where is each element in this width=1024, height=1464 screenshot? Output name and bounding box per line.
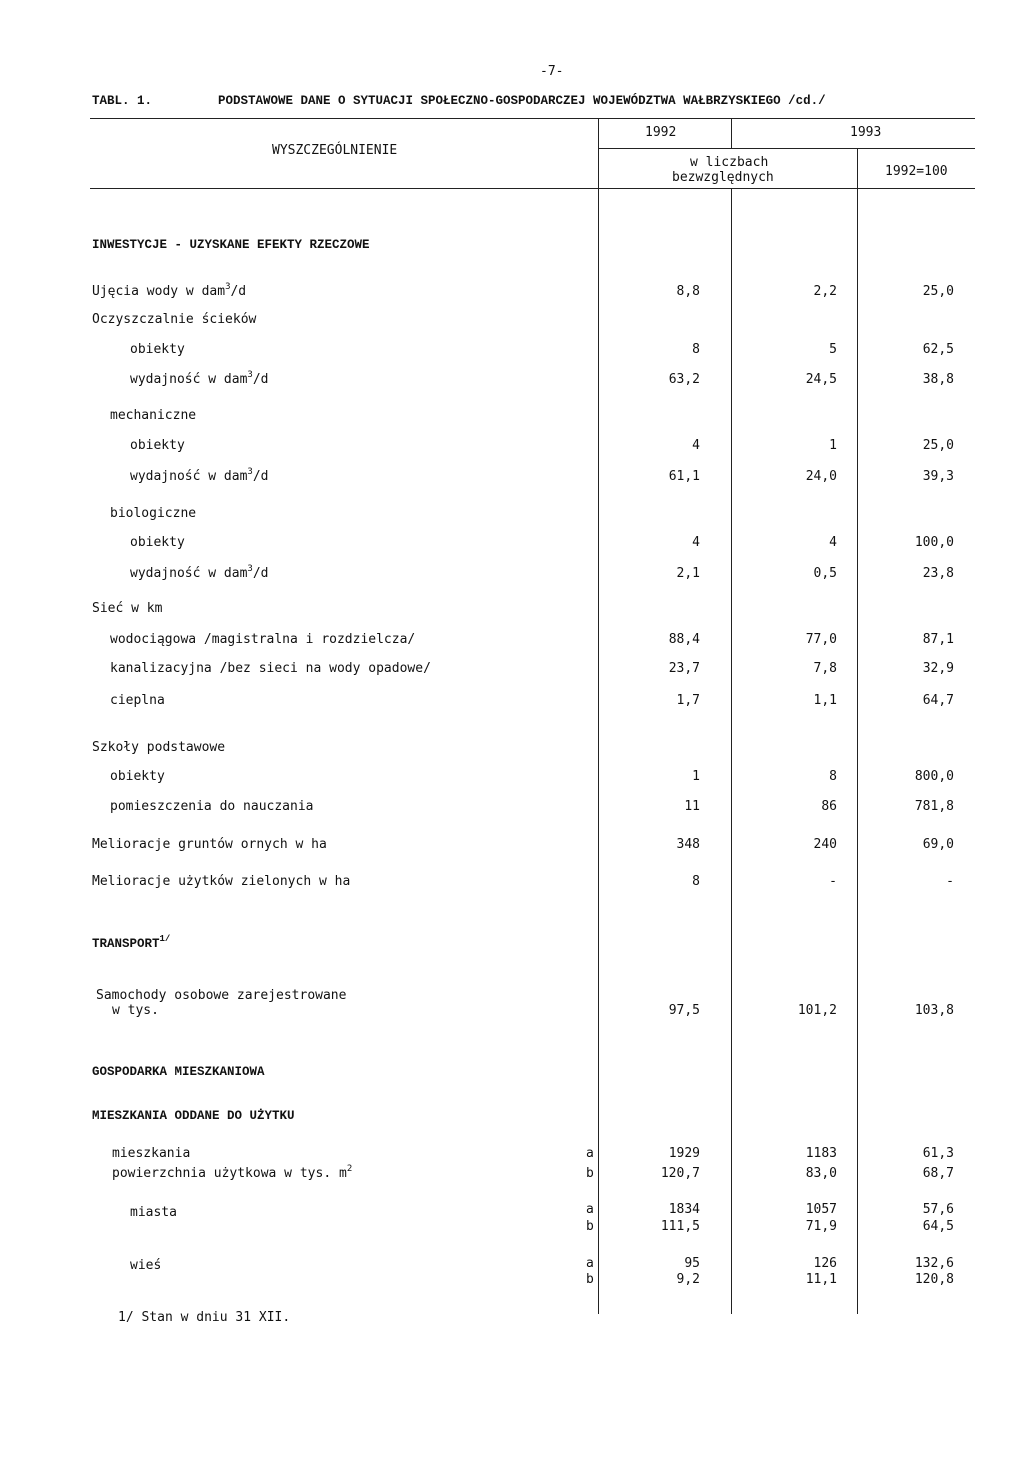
cell: 38,8 bbox=[922, 372, 954, 387]
label-kanalizacyjna: kanalizacyjna /bez sieci na wody opadowe/ bbox=[110, 661, 431, 676]
cell: 39,3 bbox=[922, 469, 954, 484]
cell: 23,8 bbox=[922, 566, 954, 581]
cell: 11,1 bbox=[805, 1272, 837, 1287]
cell: 83,0 bbox=[805, 1166, 837, 1181]
cell: 25,0 bbox=[922, 284, 954, 299]
cell: 25,0 bbox=[922, 438, 954, 453]
cell: 120,8 bbox=[914, 1272, 954, 1287]
cell: 69,0 bbox=[922, 837, 954, 852]
cell: 24,0 bbox=[805, 469, 837, 484]
marker-b: b bbox=[586, 1166, 594, 1181]
label-obiekty: obiekty bbox=[130, 438, 185, 453]
cell: 120,7 bbox=[660, 1166, 700, 1181]
cell: 88,4 bbox=[668, 632, 700, 647]
section-transport: $TRANSPORT^{1/}$ bbox=[92, 933, 171, 951]
label-szkoly: Szkoły podstawowe bbox=[92, 740, 226, 755]
cell: 4 bbox=[692, 535, 700, 550]
label-samochody-line2: w tys. bbox=[112, 1003, 159, 1018]
cell: 97,5 bbox=[668, 1003, 700, 1018]
label-cieplna: cieplna bbox=[110, 693, 165, 708]
cell: 11 bbox=[684, 799, 700, 814]
column-divider-3 bbox=[857, 148, 858, 1314]
cell: 68,7 bbox=[922, 1166, 954, 1181]
column-divider-1 bbox=[598, 118, 599, 1314]
cell: 0,5 bbox=[813, 566, 837, 581]
table-number: TABL. 1. bbox=[92, 94, 153, 108]
label-pomieszczenia: pomieszczenia do nauczania bbox=[110, 799, 314, 814]
marker-a: a bbox=[586, 1202, 594, 1217]
header-abs-line2: bezwzględnych bbox=[672, 170, 774, 185]
cell: 4 bbox=[829, 535, 837, 550]
cell: 1057 bbox=[805, 1202, 837, 1217]
cell: 57,6 bbox=[922, 1202, 954, 1217]
label-samochody-line1: Samochody osobowe zarejestrowane bbox=[96, 988, 347, 1003]
cell: 9,2 bbox=[676, 1272, 700, 1287]
cell: 86 bbox=[821, 799, 837, 814]
cell: 2,2 bbox=[813, 284, 837, 299]
marker-a: a bbox=[586, 1146, 594, 1161]
marker-a: a bbox=[586, 1256, 594, 1271]
label-wydajnosc: wydajność w dam$^3$/d bbox=[130, 369, 269, 387]
label-wydajnosc: wydajność w dam$^3$/d bbox=[130, 563, 269, 581]
cell: 4 bbox=[692, 438, 700, 453]
section-mieszkania: MIESZKANIA ODDANE DO UŻYTKU bbox=[92, 1109, 295, 1123]
label-ujecia: Ujęcia wody w dam$^3$/d bbox=[92, 281, 247, 299]
header-abs-line1: w liczbach bbox=[690, 155, 769, 170]
cell: 1834 bbox=[668, 1202, 700, 1217]
cell: 71,9 bbox=[805, 1219, 837, 1234]
column-divider-year bbox=[731, 118, 732, 148]
cell: 23,7 bbox=[668, 661, 700, 676]
label-powierzchnia: powierzchnia użytkowa w tys. $m^2$ bbox=[112, 1163, 353, 1181]
cell: 61,3 bbox=[922, 1146, 954, 1161]
cell: - bbox=[829, 874, 837, 889]
cell: 62,5 bbox=[922, 342, 954, 357]
cell: 103,8 bbox=[914, 1003, 954, 1018]
cell: - bbox=[946, 874, 954, 889]
label-wies: wieś bbox=[130, 1258, 162, 1273]
cell: 100,0 bbox=[914, 535, 954, 550]
label-melioracje-ornych: Melioracje gruntów ornych w ha bbox=[92, 837, 327, 852]
cell: 63,2 bbox=[668, 372, 700, 387]
section-inwestycje: INWESTYCJE - UZYSKANE EFEKTY RZECZOWE bbox=[92, 238, 370, 252]
marker-b: b bbox=[586, 1272, 594, 1287]
label-melioracje-zielonych: Melioracje użytków zielonych w ha bbox=[92, 874, 351, 889]
cell: 64,7 bbox=[922, 693, 954, 708]
footnote: 1/ Stan w dniu 31 XII. bbox=[118, 1310, 291, 1325]
page-number: -7- bbox=[540, 64, 564, 79]
marker-b: b bbox=[586, 1219, 594, 1234]
header-index: 1992=100 bbox=[885, 164, 948, 179]
cell: 1 bbox=[692, 769, 700, 784]
header-bottom-rule bbox=[90, 188, 975, 189]
label-siec: Sieć w km bbox=[92, 601, 163, 616]
cell: 24,5 bbox=[805, 372, 837, 387]
cell: 101,2 bbox=[797, 1003, 837, 1018]
cell: 77,0 bbox=[805, 632, 837, 647]
header-top-rule bbox=[90, 118, 975, 119]
header-mid-rule bbox=[598, 148, 975, 149]
cell: 1,7 bbox=[676, 693, 700, 708]
cell: 8,8 bbox=[676, 284, 700, 299]
header-wyszczegolnienie: WYSZCZEGÓLNIENIE bbox=[272, 143, 398, 158]
section-gospodarka: GOSPODARKA MIESZKANIOWA bbox=[92, 1065, 265, 1079]
label-oczyszczalnie: Oczyszczalnie ścieków bbox=[92, 312, 257, 327]
label-wodociagowa: wodociągowa /magistralna i rozdzielcza/ bbox=[110, 632, 416, 647]
cell: 32,9 bbox=[922, 661, 954, 676]
label-obiekty: obiekty bbox=[110, 769, 165, 784]
label-obiekty: obiekty bbox=[130, 535, 185, 550]
cell: 8 bbox=[829, 769, 837, 784]
cell: 1929 bbox=[668, 1146, 700, 1161]
cell: 1,1 bbox=[813, 693, 837, 708]
cell: 111,5 bbox=[660, 1219, 700, 1234]
label-miasta: miasta bbox=[130, 1205, 177, 1220]
cell: 95 bbox=[684, 1256, 700, 1271]
table-title: PODSTAWOWE DANE O SYTUACJI SPOŁECZNO-GOSPODARCZEJ WOJEWÓDZTWA WAŁBRZYSKIEGO /cd./ bbox=[218, 94, 826, 108]
cell: 7,8 bbox=[813, 661, 837, 676]
cell: 8 bbox=[692, 342, 700, 357]
cell: 1183 bbox=[805, 1146, 837, 1161]
cell: 240 bbox=[813, 837, 837, 852]
cell: 61,1 bbox=[668, 469, 700, 484]
cell: 1 bbox=[829, 438, 837, 453]
cell: 126 bbox=[813, 1256, 837, 1271]
cell: 2,1 bbox=[676, 566, 700, 581]
label-obiekty: obiekty bbox=[130, 342, 185, 357]
header-1993: 1993 bbox=[850, 125, 882, 140]
header-1992: 1992 bbox=[645, 125, 677, 140]
cell: 8 bbox=[692, 874, 700, 889]
column-divider-2 bbox=[731, 188, 732, 1314]
cell: 800,0 bbox=[914, 769, 954, 784]
label-mechaniczne: mechaniczne bbox=[110, 408, 197, 423]
cell: 348 bbox=[676, 837, 700, 852]
label-mieszkania: mieszkania bbox=[112, 1146, 191, 1161]
cell: 781,8 bbox=[914, 799, 954, 814]
cell: 64,5 bbox=[922, 1219, 954, 1234]
cell: 132,6 bbox=[914, 1256, 954, 1271]
label-biologiczne: biologiczne bbox=[110, 506, 197, 521]
cell: 87,1 bbox=[922, 632, 954, 647]
cell: 5 bbox=[829, 342, 837, 357]
label-wydajnosc: wydajność w dam$^3$/d bbox=[130, 466, 269, 484]
